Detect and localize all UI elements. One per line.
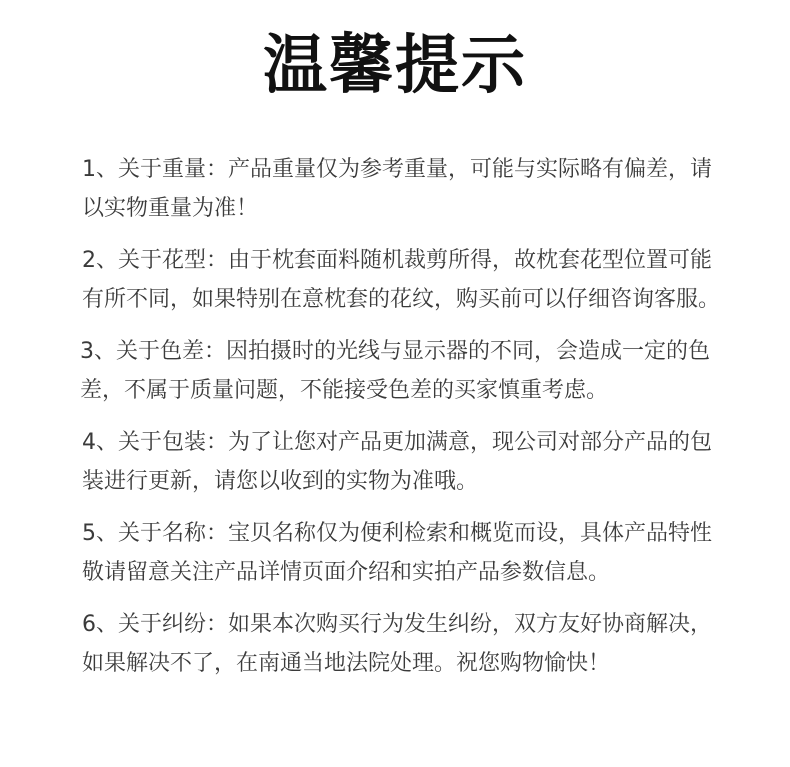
notice-packaging: 4、关于包装：为了让您对产品更加满意，现公司对部分产品的包装进行更新，请您以收到的实物为准哦。 — [82, 430, 712, 494]
notice-list — [82, 150, 722, 696]
notice-pattern: 2、关于花型：由于枕套面料随机裁剪所得，故枕套花型位置可能有所不同，如果特别在意枕套的花纹，购买前可以仔细咨询客服。 — [82, 248, 721, 312]
notice-dispute: 6、关于纠纷：如果本次购买行为发生纠纷，双方友好协商解决，如果解决不了，在南通当地法院处理。祝您购物愉快！ — [82, 612, 712, 676]
notice-color: 3、关于色差：因拍摄时的光线与显示器的不同，会造成一定的色差，不属于质量问题，不能接受色差的买家慎重考虑。 — [80, 339, 710, 403]
notice-name: 5、关于名称：宝贝名称仅为便利检索和概览而设，具体产品特性敬请留意关注产品详情页面介绍和实拍产品参数信息。 — [82, 521, 712, 585]
page-title: 温馨提示 — [263, 29, 527, 103]
notice-weight: 1、关于重量：产品重量仅为参考重量，可能与实际略有偏差，请以实物重量为准！ — [82, 157, 712, 221]
